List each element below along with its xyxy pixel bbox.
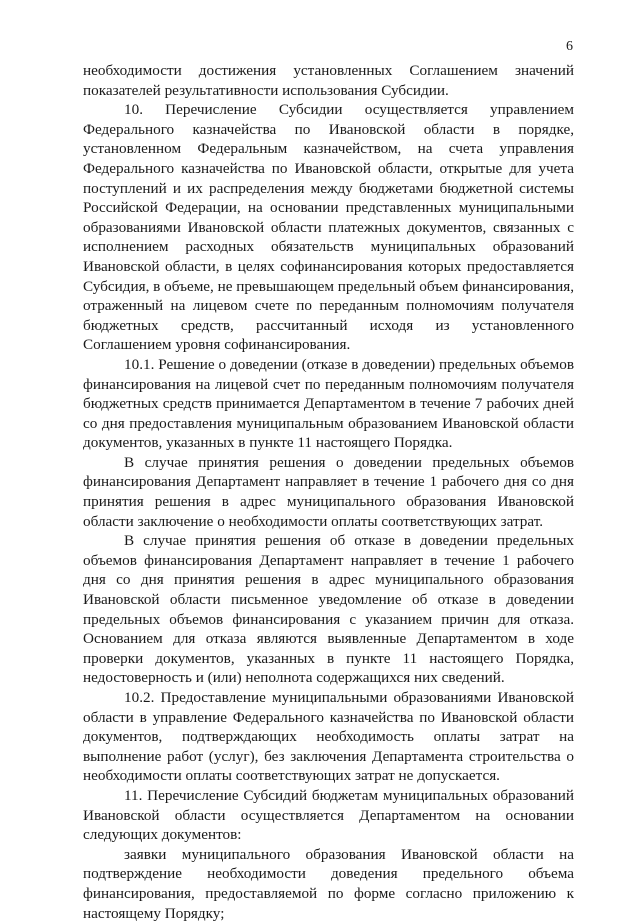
paragraph-application-item: заявки муниципального образования Ивановской области на подтверждение необходимости доведения предельного объема финансирования, предоставляемой по форме согласно приложению к настоящему Порядку; — [83, 845, 574, 922]
paragraph-11: 11. Перечисление Субсидий бюджетам муниципальных образований Ивановской области осуществляется Департаментом на основании следующих документов: — [83, 786, 574, 844]
paragraph-10-2: 10.2. Предоставление муниципальными образованиями Ивановской области в управление Федерального казначейства по Ивановской области документов, подтверждающих необходимость оплаты затрат на выполнение работ (услуг), без заключения Департамента строительства о необходимости оплаты соответствующих затрат не допускается. — [83, 689, 574, 785]
document-body — [83, 61, 574, 923]
paragraph-approval-case: В случае принятия решения о доведении предельных объемов финансирования Департамент направляет в течение 1 рабочего дня со дня принятия решения в адрес муниципального образования Ивановской области заключение о необходимости оплаты соответствующих затрат. — [83, 453, 574, 530]
paragraph-10: 10. Перечисление Субсидии осуществляется управлением Федерального казначейства по Ивановской области в порядке, установленном Федеральным казначейством, на счета управления Федерального казначейства по Ивановской области, открытые для учета поступлений и их распределения между бюджетами бюджетной системы Российской Федерации, на основании представленных муниципальными образованиями Ивановской области платежных документов, связанных с исполнением расходных обязательств муниципальных образований Ивановской области, в целях софинансирования которых предоставляется Субсидия, в объеме, не превышающем предельный объем финансирования, отраженный на лицевом счете по переданным полномочиям получателя бюджетных средств, рассчитанный исходя из установленного Соглашением уровня софинансирования. — [83, 101, 574, 354]
paragraph-continuation: необходимости достижения установленных Соглашением значений показателей результативности использования Субсидии. — [83, 62, 574, 99]
page-number: 6 — [566, 39, 573, 54]
paragraph-refusal-case: В случае принятия решения об отказе в доведении предельных объемов финансирования Департамент направляет в течение 1 рабочего дня со дня принятия решения в адрес муниципального образования Ивановской области письменное уведомление об отказе в доведении предельных объемов финансирования с указанием причин для отказа. Основанием для отказа являются выявленные Департаментом в ходе проверки документов, указанных в пункте 11 настоящего Порядка, недостоверность и (или) неполнота содержащихся них сведений. — [83, 532, 574, 687]
paragraph-10-1: 10.1. Решение о доведении (отказе в доведении) предельных объемов финансирования на лицевой счет по переданным полномочиям получателя бюджетных средств принимается Департаментом в течение 7 рабочих дней со дня предоставления муниципальным образованием Ивановской области документов, указанных в пункте 11 настоящего Порядка. — [83, 355, 574, 452]
